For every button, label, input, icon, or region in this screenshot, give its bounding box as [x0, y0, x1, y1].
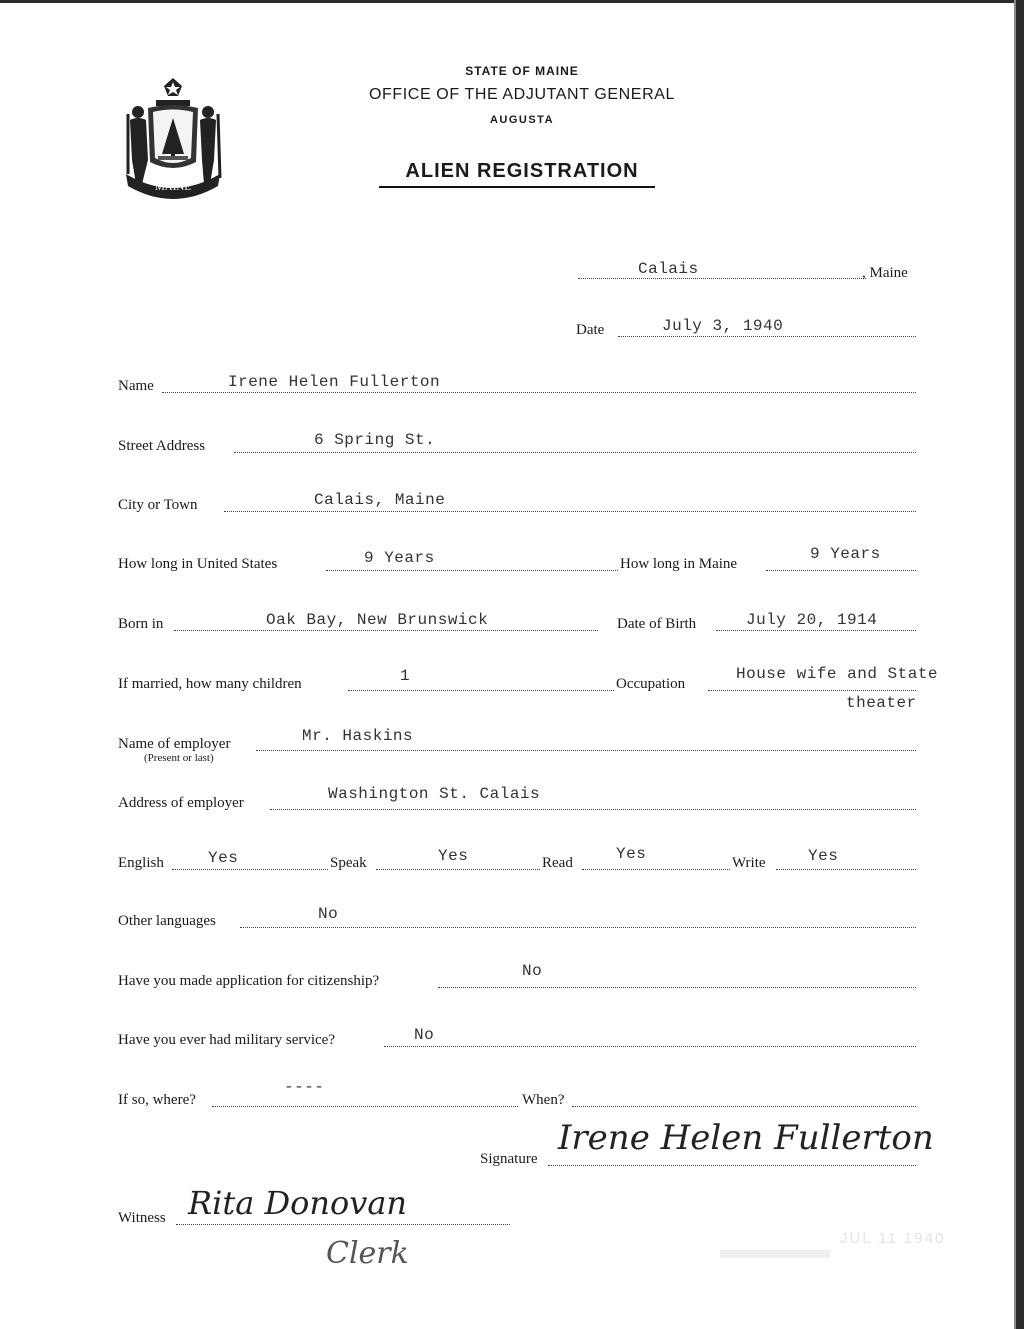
received-stamp: JUL 11 1940: [840, 1230, 946, 1247]
employer-address-value: Washington St. Calais: [328, 785, 541, 803]
form-title: ALIEN REGISTRATION: [405, 160, 639, 182]
city-label: City or Town: [118, 497, 198, 513]
signature-label: Signature: [480, 1151, 538, 1167]
citizenship-value: No: [522, 962, 543, 980]
occupation-value: House wife and State: [736, 665, 939, 683]
svg-text:MAINE: MAINE: [154, 181, 192, 193]
city-heading: AUGUSTA: [489, 114, 555, 126]
place-value: Calais: [638, 260, 699, 278]
write-label: Write: [732, 855, 766, 871]
office-heading: OFFICE OF THE ADJUTANT GENERAL: [368, 86, 676, 103]
name-line: [162, 392, 916, 393]
citizenship-label: Have you made application for citizenship?: [118, 973, 380, 989]
employer-address-label: Address of employer: [118, 795, 244, 811]
street-line: [234, 452, 916, 453]
scan-edge-right: [1016, 0, 1024, 1329]
born-in-label: Born in: [118, 616, 164, 632]
scan-edge-shadow: [1014, 0, 1016, 1329]
english-value: Yes: [208, 849, 239, 867]
name-label: Name: [118, 378, 154, 394]
witness-signature: Rita Donovan: [188, 1184, 407, 1222]
employer-label: Name of employer: [118, 736, 231, 752]
other-languages-line: [240, 927, 916, 928]
employer-sublabel: (Present or last): [144, 752, 214, 764]
when-line: [572, 1106, 916, 1107]
street-label: Street Address: [118, 438, 206, 454]
place-line: [578, 278, 866, 279]
us-duration-value: 9 Years: [364, 549, 435, 567]
birth-date-value: July 20, 1914: [746, 611, 878, 629]
date-value: July 3, 1940: [662, 317, 784, 335]
write-line: [776, 869, 916, 870]
maine-duration-label: How long in Maine: [620, 556, 738, 572]
street-value: 6 Spring St.: [314, 431, 436, 449]
witness-title: Clerk: [326, 1236, 409, 1271]
english-label: English: [118, 855, 164, 871]
applicant-signature: Irene Helen Fullerton: [558, 1118, 934, 1158]
state-heading: STATE OF MAINE: [465, 64, 579, 78]
other-languages-label: Other languages: [118, 913, 216, 929]
children-value: 1: [400, 667, 411, 685]
employer-line: [256, 750, 916, 751]
witness-line: [176, 1224, 510, 1225]
us-duration-label: How long in United States: [118, 556, 278, 572]
where-value: ----: [284, 1078, 325, 1096]
witness-label: Witness: [118, 1210, 166, 1226]
where-line: [212, 1106, 518, 1107]
occupation-value-cont: theater: [846, 694, 917, 712]
speak-line: [376, 869, 540, 870]
born-in-line: [174, 630, 598, 631]
children-label: If married, how many children: [118, 676, 302, 692]
signature-line: [548, 1165, 916, 1166]
military-line: [384, 1046, 916, 1047]
us-duration-line: [326, 570, 618, 571]
employer-address-line: [270, 809, 916, 810]
when-label: When?: [522, 1092, 565, 1108]
occupation-line: [708, 690, 916, 691]
maine-duration-value: 9 Years: [810, 545, 881, 563]
birth-date-line: [716, 630, 916, 631]
name-value: Irene Helen Fullerton: [228, 373, 441, 391]
where-label: If so, where?: [118, 1092, 196, 1108]
speak-label: Speak: [330, 855, 367, 871]
read-label: Read: [542, 855, 573, 871]
other-languages-value: No: [318, 905, 339, 923]
city-line: [224, 511, 916, 512]
occupation-label: Occupation: [616, 676, 686, 692]
english-line: [172, 869, 328, 870]
speak-value: Yes: [438, 847, 469, 865]
employer-value: Mr. Haskins: [302, 727, 414, 745]
title-underline: [379, 186, 655, 188]
date-label: Date: [576, 322, 605, 338]
born-in-value: Oak Bay, New Brunswick: [266, 611, 489, 629]
scan-edge-top: [0, 0, 1024, 3]
military-value: No: [414, 1026, 435, 1044]
read-line: [582, 869, 730, 870]
children-line: [348, 690, 614, 691]
place-suffix: , Maine: [862, 265, 908, 281]
stamp-smudge: [720, 1250, 830, 1258]
birth-date-label: Date of Birth: [617, 616, 697, 632]
citizenship-line: [438, 987, 916, 988]
read-value: Yes: [616, 845, 647, 863]
military-label: Have you ever had military service?: [118, 1032, 335, 1048]
city-value: Calais, Maine: [314, 491, 446, 509]
maine-duration-line: [766, 570, 916, 571]
date-line: [618, 336, 916, 337]
write-value: Yes: [808, 847, 839, 865]
